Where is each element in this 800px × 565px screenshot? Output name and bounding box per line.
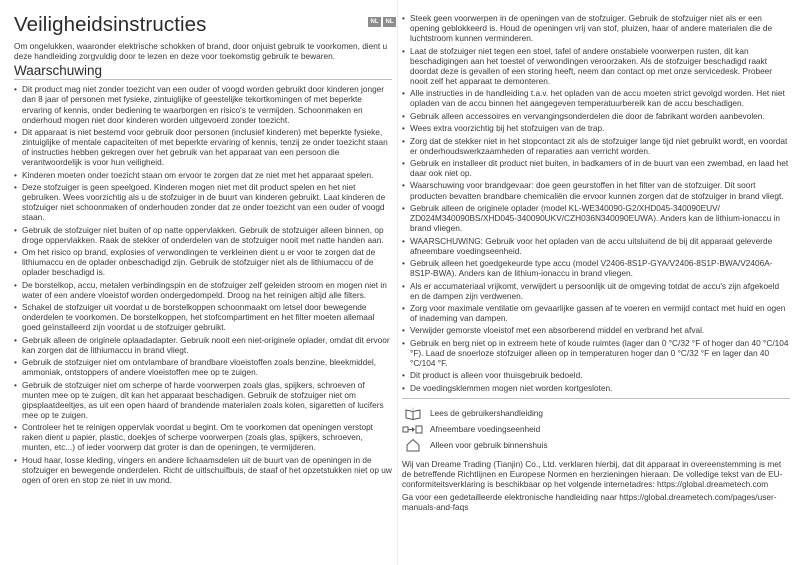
symbol-row [402,406,790,421]
intro-paragraph: Om ongelukken, waaronder elektrische schokken of brand, door onjuist gebruik te voorkomen, dient u deze handleiding zorgvuldig door te lezen en deze voor toekomstig gebruik te bewaren. [14,41,388,62]
warning-item: • Zorg dat de stekker niet in het stopcontact zit als de stofzuiger lange tijd niet gebruikt wordt, en voordat er onderhoudswerkzaamheden of reparaties aan verricht worden. [402,136,790,156]
warning-item: • Gebruik en installeer dit product niet buiten, in badkamers of in de buurt van een zwembad, en laad het daar ook niet op. [402,158,790,178]
right-column [402,0,790,515]
warning-item: • WAARSCHUWING: Gebruik voor het opladen van de accu uitsluitend de bij dit apparaat geleverde afneembare voedingseenheid. [402,236,790,256]
warning-item: • Schakel de stofzuiger uit voordat u de borstelkoppen schoonmaakt om letsel door bewegende onderdelen te voorkomen. De borstelkoppen, het stofcompartiment en het filter moeten allemaal goed geïnstalleerd zijn voordat u de stofzuiger gebruikt. [14,302,392,332]
warning-item: • Alle instructies in de handleiding t.a.v. het opladen van de accu moeten strict gevolgd worden. Het niet opladen van de accu binnen het aangegeven temperatuurbereik kan de accu beschadigen. [402,88,790,108]
warning-item: • Als er accumateriaal vrijkomt, verwijdert u persoonlijk uit de omgeving totdat de accu's zijn afgekoeld en de dampen zijn verdwenen. [402,281,790,301]
conformity-declaration: Wij van Dreame Trading (Tianjin) Co., Ltd. verklaren hierbij, dat dit apparaat in overeenstemming is met de betreffende Richtlijnen en Europese Normen en herzieningen hieraan. De volledige tekst van de EU-conformiteitsverklaring is beschikbaar op het volgende internetadres: https://global.dreametech.com [402,458,783,490]
indoor-use-icon [402,438,424,452]
warning-list-left [14,84,392,484]
heading-underline [14,79,392,80]
symbol-label: Alleen voor gebruik binnenshuis [430,440,548,451]
warning-item: • Laat de stofzuiger niet tegen een stoel, tafel of andere onstabiele voorwerpen rusten, dit kan beschadigingen aan het toestel of verwondingen veroorzaken. Als de stofzuiger beschadigd raakt doordat deze is gevallen of een storing heeft, neem dan contact op met onze servicedesk. Probeer nooit zelf het apparaat te demonteren. [402,46,790,86]
manual-link-text: Ga voor een gedetailleerde elektronische handleiding naar https://global.dreametech.com/pages/user-manuals-and-faqs [402,492,777,513]
warning-item: • Gebruik alleen de originele oplaadadapter. Gebruik nooit een niet-originele oplader, omdat dit ervoor kan zorgen dat de lithiumaccu in brand vliegt. [14,335,392,355]
warning-item: • Gebruik alleen het goedgekeurde type accu (model V2406-8S1P-GYA/V2406-8S1P-BWA/V2406A-8S1P-BWA). Anders kan de lithium-ionaccu in brand vliegen. [402,258,790,278]
warning-item: • Dit product mag niet zonder toezicht van een ouder of voogd worden gebruikt door kinderen jonger dan 8 jaar of personen met fysieke, zintuiglijke of geestelijke tekortkomingen of met beperkte ervaring of kennis, onder bediening te waarborgen en risico's te vermijden. Schoonmaken en onderhoud mogen niet door kinderen worden uitgevoerd zonder toezicht. [14,84,392,124]
warning-item: • Zorg voor maximale ventilatie om gevaarlijke gassen af te voeren en vermijd contact met huid en ogen of inademing van dampen. [402,303,790,323]
warning-item: • De voedingsklemmen mogen niet worden kortgesloten. [402,383,790,393]
svg-text:i: i [412,406,414,411]
warning-item: • Verwijder gemorste vloeistof met een absorberend middel en verbrand het afval. [402,325,790,335]
warning-item: • Wees extra voorzichtig bij het stofzuigen van de trap. [402,123,790,133]
language-tab-nl: NL [383,17,396,27]
warning-heading: Waarschuwing [14,63,103,79]
warning-item: • Waarschuwing voor brandgevaar: doe geen geurstoffen in het filter van de stofzuiger. Dit soort producten bevatten brandbare chemicaliën die ervoor kunnen zorgen dat de stofzuiger in brand vliegt. [402,180,790,200]
warning-item: • Dit product is alleen voor thuisgebruik bedoeld. [402,370,790,380]
read-manual-icon [402,406,424,420]
warning-item: • Gebruik de stofzuiger niet om scherpe of harde voorwerpen zoals glas, spijkers, schroeven of munten mee op te zuigen, dit kan het apparaat beschadigen. Gebruik de stofzuiger niet om gipsplaatdeeltjes, as uit een open haard of brandende materialen zoals kolen, sigaretten of lucifers mee op te zuigen. [14,380,392,420]
warning-item: • Controleer het te reinigen oppervlak voordat u begint. Om te voorkomen dat openingen verstopt raken dient u papier, plastic, doekjes of scherpe voorwerpen (zoals glas, spijkers, schroeven, munten, etc...) of ieder voorwerp dat groter is dan de openingen, te vermijderen. [14,422,392,452]
symbol-label: Lees de gebruikershandleiding [430,408,544,419]
warning-item: • Deze stofzuiger is geen speelgoed. Kinderen mogen niet met dit product spelen en het niet gebruiken. Wees voorzichtig als u de stofzuiger in de buurt van kinderen gebruikt. Laat kinderen de stofzuiger niet schoonmaken of onderhouden zonder dat ze onder toezicht van een ouder of voogd staan. [14,182,392,222]
page-title: Veiligheidsinstructies [14,13,207,36]
detachable-power-supply-icon [402,422,424,436]
footer [402,459,790,512]
warning-item: • Gebruik de stofzuiger niet buiten of op natte oppervlakken. Gebruik de stofzuiger alleen binnen, op droge oppervlakken. Raak de stekker of onderdelen van de stofzuiger nooit met natte handen aan. [14,225,392,245]
language-tab-nl: NL [368,17,381,27]
left-column [14,0,392,487]
symbol-row [402,438,790,453]
symbol-legend [402,406,790,453]
warning-item: • Dit apparaat is niet bestemd voor gebruik door personen (inclusief kinderen) met beperkte fysieke, zintuiglijke of mentale capaciteiten of met beperkte ervaring of kennis, tenzij ze onder toezicht staan of instructies hebben gekregen over het gebruik van het apparaat van een persoon die verantwoordelijk is voor hun veiligheid. [14,127,392,167]
column-divider [397,0,398,565]
warning-item: • Houd haar, losse kleding, vingers en andere lichaamsdelen uit de buurt van de openingen in de stofzuiger en bewegende onderdelen. Richt de uitlschuifbuis, de staaf of het opzetstukken niet op uw ogen of oren en stop ze niet in uw mond. [14,455,392,485]
symbol-row [402,422,790,437]
section-divider [402,398,790,399]
warning-item: • Om het risico op brand, explosies of verwondingen te verkleinen dient u er voor te zorgen dat de lithiumaccu en de oplader onbeschadigd zijn. Gebruik de stofzuiger niet als de lithiumaccu of de oplader beschadigd is. [14,247,392,277]
warning-item: • Gebruik alleen de originele oplader (model KL-WE340090-G2/XHD045-340090EUV/ ZD024M340090BS/XHD045-340090UKV/CZH036N340090EUWA). Anders kan de lithium-ionaccu in brand vliegen. [402,203,790,233]
warning-item: • Kinderen moeten onder toezicht staan om ervoor te zorgen dat ze niet met het apparaat spelen. [14,170,392,180]
symbol-label: Afneembare voedingseenheid [430,424,541,435]
warning-item: • De borstelkop, accu, metalen verbindingspin en de stofzuiger zelf geleiden stroom en mogen niet in water of een andere vloeistof worden ondergedompeld. Droog na het reinigen altijd alle filters. [14,280,392,300]
warning-item: • Steek geen voorwerpen in de openingen van de stofzuiger. Gebruik de stofzuiger niet als er een opening geblokkeerd is. Houd de openingen vrij van stof, pluizen, haar of andere materialen die de luchtstroom kunnen verminderen. [402,13,790,43]
warning-item: • Gebruik en berg niet op in extreem hete of koude ruimtes (lager dan 0 °C/32 °F of hoger dan 40 °C/104 °F). Laad de snoerloze stofzuiger alleen op in temperaturen hoger dan 0 °C/32 °F en lager dan 40 °C/104 °F. [402,338,790,368]
warning-list-right [402,13,790,393]
warning-item: • Gebruik de stofzuiger niet om ontvlambare of brandbare vloeistoffen zoals benzine, bleekmiddel, ammoniak, ontstoppers of andere vloeistoffen mee op te zuigen. [14,357,392,377]
warning-item: • Gebruik alleen accessoires en vervangingsonderdelen die door de fabrikant worden aanbevolen. [402,111,790,121]
